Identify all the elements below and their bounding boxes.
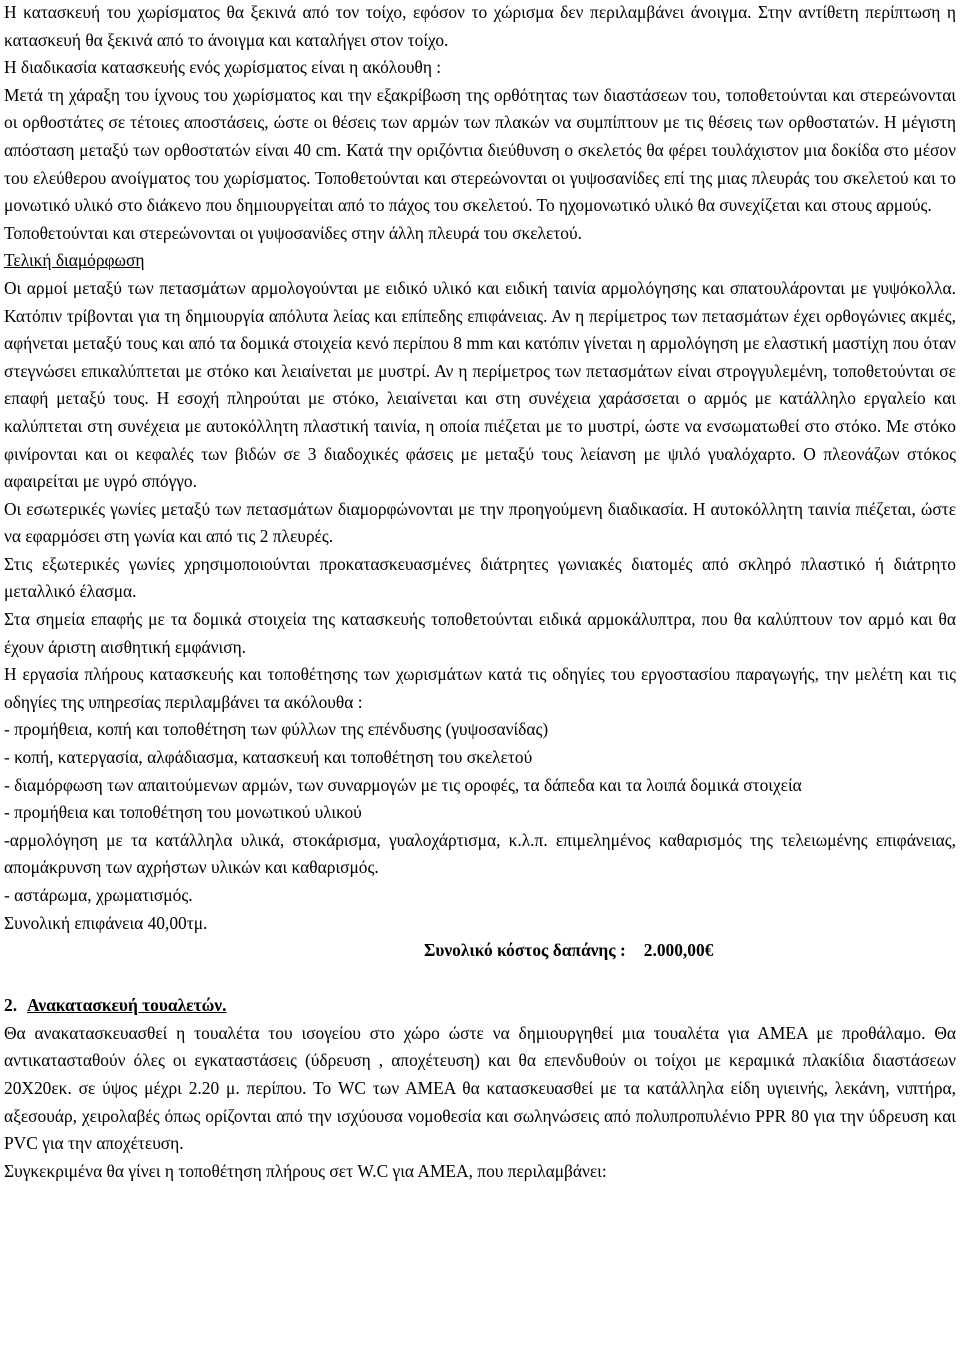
paragraph: Στα σημεία επαφής με τα δομικά στοιχεία της κατασκευής τοποθετούνται ειδικά αρμοκάλυπτρα, που θα καλύπτουν τον αρμό και θα έχουν άριστη αισθητική εμφάνιση. (4, 609, 956, 657)
paragraph: Στις εξωτερικές γωνίες χρησιμοποιούνται προκατασκευασμένες διάτρητες γωνιακές διατομές από σκληρό πλαστικό ή διάτρητο μεταλλικό έλασμα. (4, 553, 956, 602)
list-item: - προμήθεια και τοποθέτηση του μονωτικού υλικού (4, 802, 362, 823)
list-item: -αρμολόγηση με τα κατάλληλα υλικά, στοκάρισμα, γυαλοχάρτισμα, κ.λ.π. επιμελημένος καθαρισμός της τελειωμένης επιφάνειας, απομάκρυνση των αχρήστων υλικών και καθαρισμός. (4, 829, 956, 878)
list-item: - αστάρωμα, χρωματισμός. (4, 885, 193, 905)
paragraph: Η κατασκευή του χωρίσματος θα ξεκινά από τον τοίχο, εφόσον το χώρισμα δεν περιλαμβάνει άνοιγμα. Στην αντίθετη περίπτωση η κατασκευή θα ξεκινά από το άνοιγμα και καταλήγει στον τοίχο. (4, 2, 956, 50)
paragraph: Οι αρμοί μεταξύ των πετασμάτων αρμολογούνται με ειδικό υλικό και ειδική ταινία αρμολόγησης και σπατουλάρονται με γυψόκολλα. Κατόπιν τρίβονται για τη δημιουργία απόλυτα λείας και επίπεδης επιφάνειας. Αν η περίμετρος των πετασμάτων έχει ορθογώνιες ακμές, αφήνεται μεταξύ τους και από τα δομικά στοιχεία κενό περίπου 8 mm και κατόπιν γίνεται η αρμολόγηση με ελαστική μαστίχη που όταν στεγνώσει επικαλύπτεται με στόκο και λειαίνεται με μυστρί. Αν η περίμετρος των πετασμάτων είναι στρογγυλεμένη, τοποθετούνται σε επαφή μεταξύ τους. Η εσοχή πληρούται με στόκο, λειαίνεται και στη συνέχεια χαράσσεται ο αρμός με κατάλληλο εργαλείο και καλύπτεται στη συνέχεια με αυτοκόλλητη πλαστική ταινία, η οποία πιέζεται με το μυστρί, ώστε να ενσωματωθεί στο στόκο. Με στόκο φινίρονται και οι κεφαλές των βιδών σε 3 διαδοχικές φάσεις με μεταξύ τους λείανση με ψιλό γυαλόχαρτο. Ο πλεονάζων στόκος αφαιρείται με υγρό σπόγγο. (4, 277, 956, 492)
list-item: - προμήθεια, κοπή και τοποθέτηση των φύλλων της επένδυσης (γυψοσανίδας) (4, 719, 549, 740)
section-heading (4, 992, 956, 1020)
paragraph: Οι εσωτερικές γωνίες μεταξύ των πετασμάτων διαμορφώνονται με την προηγούμενη διαδικασία. Η αυτοκόλλητη ταινία πιέζεται, ώστε να εφαρμόσει στη γωνία και από τις 2 πλευρές. (4, 498, 956, 547)
total-cost-value: 2.000,00€ (643, 940, 714, 961)
subheading-final-finish: Τελική διαμόρφωση (4, 250, 145, 271)
section-title: Ανακατασκευή τουαλετών. (27, 995, 227, 1016)
total-cost-label: Συνολικό κόστος δαπάνης : (424, 940, 626, 961)
total-cost-line (4, 937, 956, 992)
list-item: - διαμόρφωση των απαιτούμενων αρμών, των συναρμογών με τις οροφές, τα δάπεδα και τα λοιπά δομικά στοιχεία (4, 774, 802, 795)
paragraph: Τοποθετούνται και στερεώνονται οι γυψοσανίδες στην άλλη πλευρά του σκελετού. (4, 222, 582, 243)
paragraph: Η εργασία πλήρους κατασκευής και τοποθέτησης των χωρισμάτων κατά τις οδηγίες του εργοστασίου παραγωγής, την μελέτη και τις οδηγίες της υπηρεσίας περιλαμβάνει τα ακόλουθα : (4, 664, 956, 712)
list-item: - κοπή, κατεργασία, αλφάδιασμα, κατασκευή και τοποθέτηση του σκελετού (4, 747, 533, 768)
paragraph: Θα ανακατασκευασθεί η τουαλέτα του ισογείου στο χώρο ώστε να δημιουργηθεί μια τουαλέτα για ΑΜΕΑ με προθάλαμο. Θα αντικατασταθούν όλες οι εγκαταστάσεις (ύδρευση , αποχέτευση) και θα επενδυθούν οι τοίχοι με κεραμικά πλακίδια διαστάσεων 20Χ20εκ. σε ύψος μέχρι 2.20 μ. περίπου. Το WC των ΑΜΕΑ θα κατασκευασθεί με τα κατάλληλα είδη υγιεινής, λεκάνη, νιπτήρα, αξεσουάρ, χειρολαβές όπως ορίζονται από την ισχύουσα νομοθεσία και σωληνώσεις από πολυπροπυλένιο PPR 80 για την ύδρευση και PVC για την αποχέτευση. (4, 1022, 956, 1154)
paragraph: Συγκεκριμένα θα γίνει η τοποθέτηση πλήρους σετ W.C για ΑΜΕΑ, που περιλαμβάνει: (4, 1160, 607, 1181)
paragraph: Η διαδικασία κατασκευής ενός χωρίσματος είναι η ακόλουθη : (4, 57, 442, 78)
section-number: 2. (4, 995, 18, 1016)
total-area: Συνολική επιφάνεια 40,00τμ. (4, 912, 208, 933)
paragraph: Μετά τη χάραξη του ίχνους του χωρίσματος και την εξακρίβωση της ορθότητας των διαστάσεων του, τοποθετούνται και στερεώνονται οι ορθοστάτες σε τέτοιες αποστάσεις, ώστε οι θέσεις των αρμών των πλακών να συμπίπτουν με τις θέσεις των ορθοστατών. Η μέγιστη απόσταση μεταξύ των ορθοστατών είναι 40 cm. Κατά την οριζόντια διεύθυνση ο σκελετός θα φέρει τουλάχιστον μια δοκίδα στο μέσον του ελεύθερου ανοίγματος του χωρίσματος. Τοποθετούνται και στερεώνονται οι γυψοσανίδες επί της μιας πλευράς του σκελετού και το μονωτικό υλικό στο διάκενο που δημιουργείται από το πάχος του σκελετού. Το ηχομονωτικό υλικό θα συνεχίζεται και στους αρμούς. (4, 84, 956, 216)
